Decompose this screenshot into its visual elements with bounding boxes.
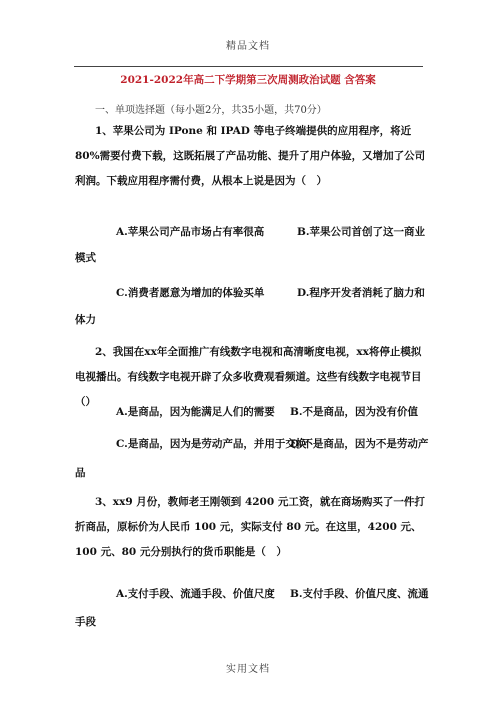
question-1-option-b-continued: 模式 [75,252,96,264]
section-heading: 一、单项选择题（每小题2分，共35小题，共70分） [95,105,327,116]
question-3-option-a: A.支付手段、流通手段、价值尺度 [116,588,275,600]
question-2-stem: 2、我国在xx年全面推广有线数字电视和高清晰度电视，xx将停止模拟电视播出。有线数字电视开辟了众多收费观看频道。这些有线数字电视节目（） [75,346,422,408]
document-title: 2021-2022年高二下学期第三次周测政治试题 含答案 [120,74,376,86]
question-3-stem: 3、xx9 月份，教师老王刚领到 4200 元工资，就在商场购买了一件打折商品，原标价为人民币 100 元，实际支付 80 元。在这里，4200 元、100 元、80 元分别执行的货币职能是（ ） [75,496,425,558]
page-header: 精品文档 [226,41,270,52]
page-footer: 实用文档 [226,664,270,675]
question-2-option-c: C.是商品，因为是劳动产品，并用于交换 [116,438,307,450]
question-1-stem: 1、苹果公司为 IPone 和 IPAD 等电子终端提供的应用程序，将近 80%需要付费下载，这既拓展了产品功能、提升了用户体验，又增加了公司利润。下载应用程序需付费，从根本上说是因为（ ） [75,125,426,187]
question-1-option-c: C.消费者愿意为增加的体验买单 [116,287,265,299]
question-3-option-b-continued: 手段 [75,616,96,628]
question-3-option-b: B.支付手段、价值尺度、流通 [290,588,429,600]
question-2-option-b: B.不是商品，因为没有价值 [290,406,419,418]
question-2-option-a: A.是商品，因为能满足人们的需要 [116,406,275,418]
question-1-option-b: B.苹果公司首创了这一商业 [297,226,426,238]
question-1-option-d-continued: 体力 [75,314,96,326]
question-1-option-a: A.苹果公司产品市场占有率很高 [116,226,265,238]
question-2-option-d-continued: 品 [75,467,86,479]
header-rule [74,66,423,67]
question-2-option-d: D.不是商品，因为不是劳动产 [290,438,429,450]
question-1-option-d: D.程序开发者消耗了脑力和 [297,287,425,299]
